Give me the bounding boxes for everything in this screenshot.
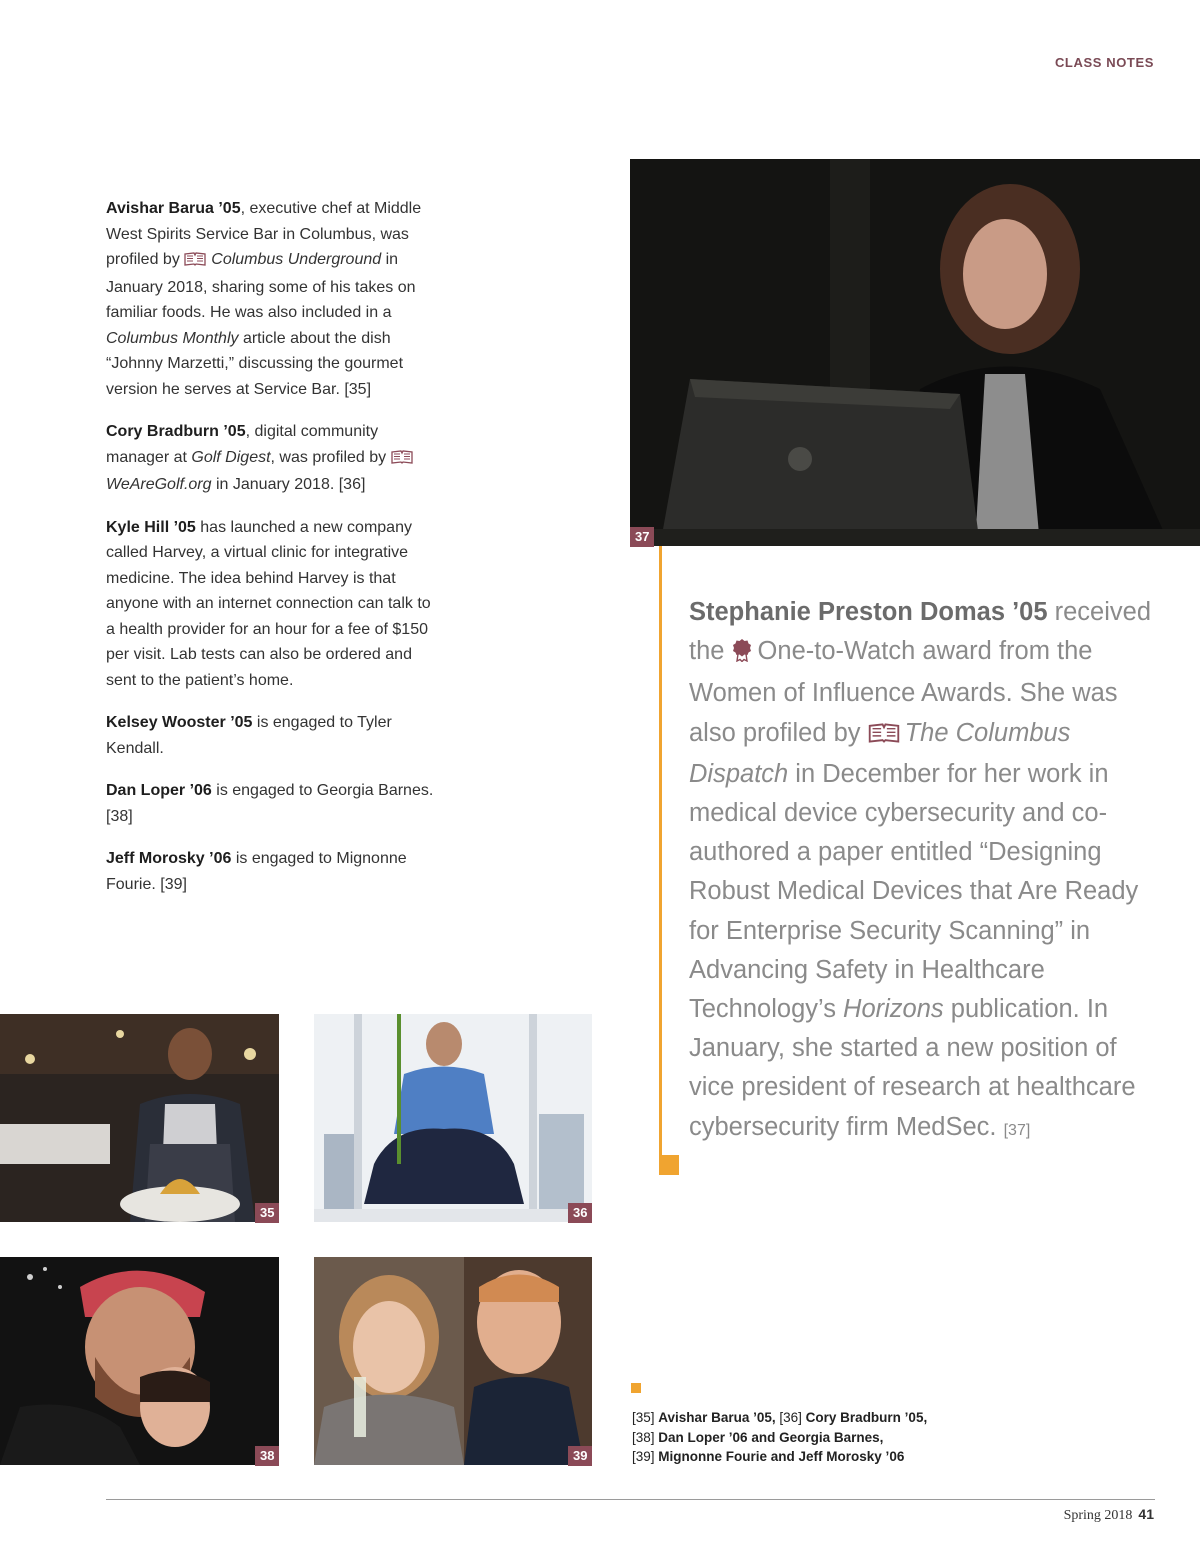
accent-rule xyxy=(659,546,662,1156)
issue-label: Spring 2018 xyxy=(1063,1508,1133,1523)
class-notes-column xyxy=(106,196,441,914)
open-book-icon xyxy=(868,716,900,755)
photo-number-37: 37 xyxy=(630,527,654,547)
open-book-icon xyxy=(184,249,206,275)
note-name: Kelsey Wooster ’05 xyxy=(106,714,253,731)
photo-number-36: 36 xyxy=(568,1203,592,1223)
section-label: CLASS NOTES xyxy=(1054,55,1154,70)
award-ribbon-icon xyxy=(732,635,752,674)
photo-36 xyxy=(314,1014,592,1222)
note-cory-bradburn: Cory Bradburn ’05, digital community manager at Golf Digest, was profiled by WeAreGolf.org in January 2018. [36] xyxy=(106,419,441,498)
note-name: Avishar Barua ’05 xyxy=(106,200,241,217)
photo-38 xyxy=(0,1257,279,1465)
feature-name: Stephanie Preston Domas ’05 xyxy=(689,598,1048,626)
note-dan-loper: Dan Loper ’06 is engaged to Georgia Barnes. [38] xyxy=(106,782,434,825)
photo-number-35: 35 xyxy=(255,1203,279,1223)
photo-reference: [37] xyxy=(1003,1121,1031,1139)
photo-35 xyxy=(0,1014,279,1222)
note-name: Cory Bradburn ’05 xyxy=(106,423,246,440)
note-name: Dan Loper ’06 xyxy=(106,782,212,799)
page-footer xyxy=(1064,1506,1154,1524)
accent-square xyxy=(659,1155,679,1175)
note-kelsey-wooster: Kelsey Wooster ’05 is engaged to Tyler Kendall. xyxy=(106,714,392,757)
open-book-icon xyxy=(391,447,413,473)
photo-37 xyxy=(630,159,1200,546)
note-name: Kyle Hill ’05 xyxy=(106,518,196,536)
note-avishar-barua: Avishar Barua ’05, executive chef at Middle West Spirits Service Bar in Columbus, was profiled by Columbus Underground in January 2018, sharing some of his takes on familiar foods. He was also included in a Columbus Monthly article about the dish “Johnny Marzetti,” discussing the gourmet version he serves at Service Bar. [35] xyxy=(106,200,422,398)
photo-number-39: 39 xyxy=(568,1446,592,1466)
feature-note: Stephanie Preston Domas ’05 received the One-to-Watch award from the Women of Influence Awards. She was also profiled by The Columbus Dispatch in December for her work in medical device cybersecurity and co-authored a paper entitled “Designing Robust Medical Devices that Are Ready for Enterprise Security Scanning” in Advancing Safety in Healthcare Technology’s Horizons publication. In January, she started a new position of vice president of research at healthcare cybersecurity firm MedSec. [37] xyxy=(689,598,1152,1141)
photo-caption: [35] Avishar Barua ’05, [36] Cory Bradburn ’05, [38] Dan Loper ’06 and Georgia Barnes, [39] Mignonne Fourie and Jeff Morosky ’06 xyxy=(632,1410,928,1464)
footer-rule xyxy=(106,1499,1155,1500)
note-name: Jeff Morosky ’06 xyxy=(106,850,232,867)
caption-accent-square xyxy=(631,1383,641,1393)
note-jeff-morosky: Jeff Morosky ’06 is engaged to Mignonne Fourie. [39] xyxy=(106,850,407,893)
note-kyle-hill: Kyle Hill ’05 has launched a new company called Harvey, a virtual clinic for integrative medicine. The idea behind Harvey is that anyone with an internet connection can talk to a health provider for an hour for a fee of $150 per visit. Lab tests can also be ordered and sent to the patient’s home. xyxy=(106,518,431,689)
page-number: 41 xyxy=(1138,1506,1154,1522)
photo-number-38: 38 xyxy=(255,1446,279,1466)
photo-39 xyxy=(314,1257,592,1465)
